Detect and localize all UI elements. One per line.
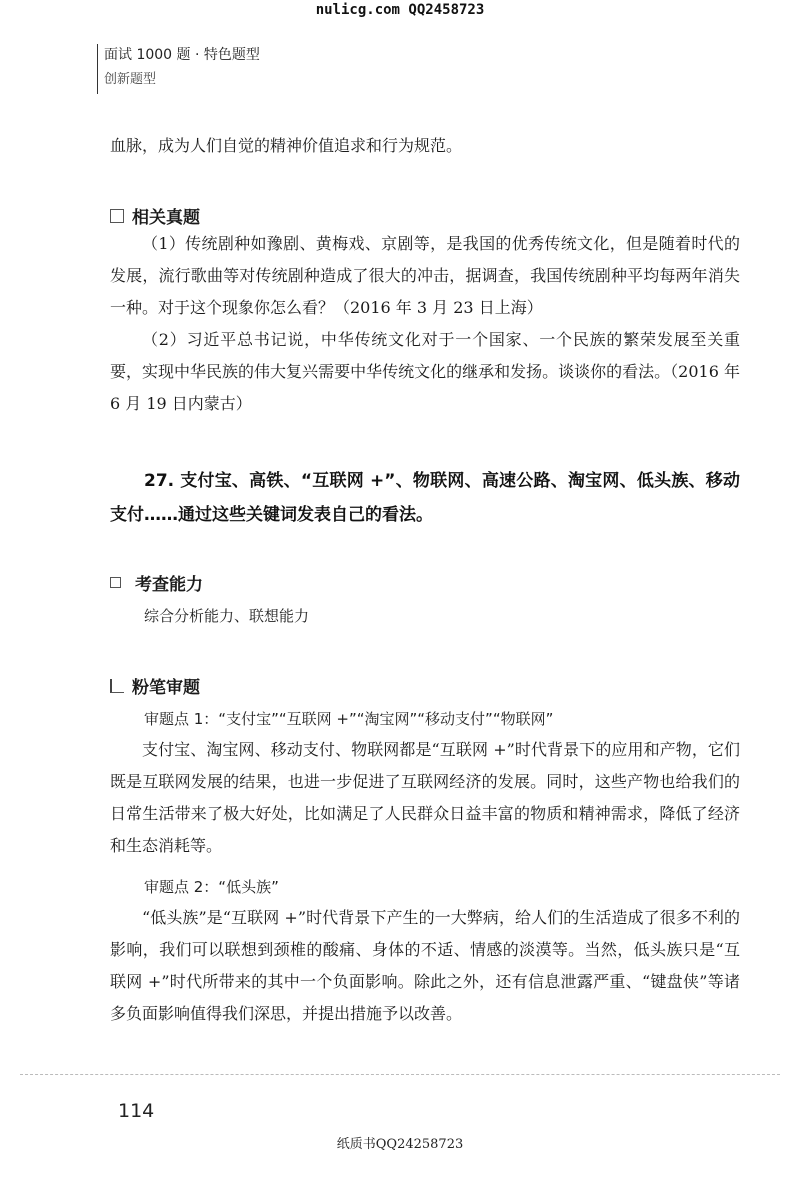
point1-title: 审题点 1：“支付宝”“互联网 +”“淘宝网”“移动支付”“物联网”	[144, 710, 554, 728]
pen-icon	[110, 679, 124, 693]
related-item-2: （2）习近平总书记说，中华传统文化对于一个国家、一个民族的繁荣发展至关重要，实现中华民族的伟大复兴需要中华传统文化的继承和发扬。谈谈你的看法。（2016 年 6 月 19 日内蒙古）	[110, 330, 740, 413]
watermark-bottom: 纸质书QQ24258723	[336, 1137, 464, 1152]
header-rule	[97, 44, 98, 94]
question-text: 27. 支付宝、高铁、“互联网 +”、物联网、高速公路、淘宝网、低头族、移动支付……通过这些关键词发表自己的看法。	[110, 471, 740, 525]
book-subtitle: 创新题型	[104, 72, 157, 87]
footer-divider	[20, 1074, 780, 1075]
intro-line: 血脉，成为人们自觉的精神价值追求和行为规范。	[110, 136, 463, 155]
related-heading: 相关真题	[132, 208, 200, 228]
point1-text: 支付宝、淘宝网、移动支付、物联网都是“互联网 +”时代背景下的应用和产物，它们既是互联网发展的结果，也进一步促进了互联网经济的发展。同时，这些产物也给我们的日常生活带来了极大好处，比如满足了人民群众日益丰富的物质和精神需求，降低了经济和生态消耗等。	[110, 740, 740, 855]
document-icon	[110, 209, 124, 223]
point2-text: “低头族”是“互联网 +”时代背景下产生的一大弊病，给人们的生活造成了很多不利的影响，我们可以联想到颈椎的酸痛、身体的不适、情感的淡漠等。当然，低头族只是“互联网 +”时代所带来的其中一个负面影响。除此之外，还有信息泄露严重、“键盘侠”等诸多负面影响值得我们深思，并提出措施予以改善。	[110, 908, 740, 1023]
book-title: 面试 1000 题 · 特色题型	[104, 47, 260, 63]
ability-heading: 考查能力	[135, 575, 203, 595]
ability-text: 综合分析能力、联想能力	[144, 607, 310, 625]
related-item-1: （1）传统剧种如豫剧、黄梅戏、京剧等，是我国的优秀传统文化，但是随着时代的发展，流行歌曲等对传统剧种造成了很大的冲击，据调查，我国传统剧种平均每两年消失一种。对于这个现象你怎么看？（2016 年 3 月 23 日上海）	[110, 234, 740, 317]
checkbox-icon	[110, 577, 121, 588]
point2-title: 审题点 2：“低头族”	[144, 878, 279, 896]
watermark-top: nulicg.com QQ2458723	[315, 2, 485, 18]
ability-heading-row	[110, 570, 203, 595]
analysis-heading-row	[110, 673, 200, 698]
page-number: 114	[118, 1100, 155, 1122]
related-heading-row	[110, 203, 200, 228]
analysis-heading: 粉笔审题	[132, 678, 200, 698]
